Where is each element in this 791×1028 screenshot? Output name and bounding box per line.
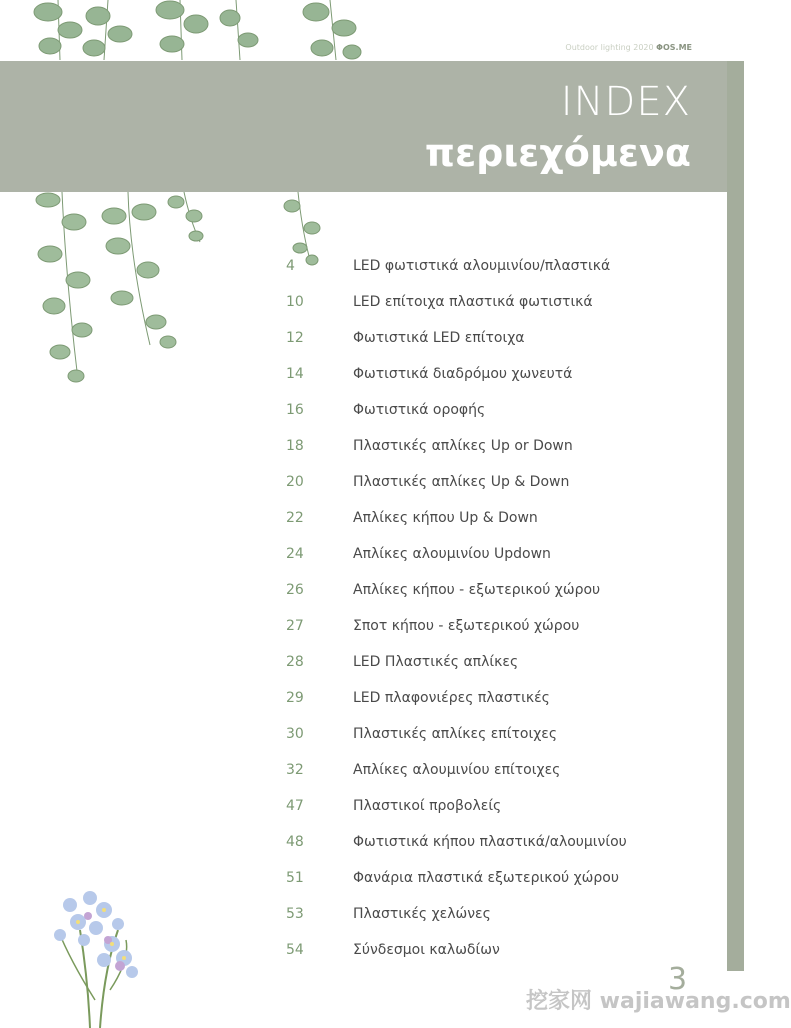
toc-label: Πλαστικές απλίκες Up or Down <box>353 438 573 454</box>
toc-row[interactable] <box>0 754 744 790</box>
toc-label: Φωτιστικά κήπου πλαστικά/αλουμινίου <box>353 834 627 850</box>
toc-label: Φωτιστικά LED επίτοιχα <box>353 330 525 346</box>
toc-label: Απλίκες αλουμινίου επίτοιχες <box>353 762 561 778</box>
toc-page-number: 4 <box>286 258 295 274</box>
toc-page-number: 51 <box>286 870 304 886</box>
toc-label: Πλαστικές απλίκες επίτοιχες <box>353 726 558 742</box>
toc-page-number: 14 <box>286 366 304 382</box>
toc-row[interactable] <box>0 790 744 826</box>
table-of-contents <box>0 250 744 970</box>
brand-logo: ΦOS.ME <box>656 43 692 52</box>
toc-page-number: 12 <box>286 330 304 346</box>
toc-label: Πλαστικές χελώνες <box>353 906 491 922</box>
toc-page-number: 30 <box>286 726 304 742</box>
toc-row[interactable] <box>0 574 744 610</box>
page-number: 3 <box>668 962 688 997</box>
index-subtitle: περιεχόμενα <box>424 131 691 175</box>
toc-page-number: 20 <box>286 474 304 490</box>
toc-page-number: 32 <box>286 762 304 778</box>
toc-label: Απλίκες αλουμινίου Updown <box>353 546 551 562</box>
toc-row[interactable] <box>0 682 744 718</box>
toc-row[interactable] <box>0 286 744 322</box>
toc-label: LED επίτοιχα πλαστικά φωτιστικά <box>353 294 593 310</box>
toc-row[interactable] <box>0 322 744 358</box>
toc-row[interactable] <box>0 826 744 862</box>
toc-label: Απλίκες κήπου - εξωτερικού χώρου <box>353 582 601 598</box>
toc-row[interactable] <box>0 430 744 466</box>
toc-page-number: 26 <box>286 582 304 598</box>
toc-label: Σποτ κήπου - εξωτερικού χώρου <box>353 618 580 634</box>
toc-row[interactable] <box>0 466 744 502</box>
toc-label: Φωτιστικά οροφής <box>353 402 486 418</box>
toc-page-number: 54 <box>286 942 304 958</box>
toc-label: Φανάρια πλαστικά εξωτερικού χώρου <box>353 870 619 886</box>
toc-label: Σύνδεσμοι καλωδίων <box>353 942 500 958</box>
catalog-header-note <box>565 43 692 52</box>
toc-page-number: 48 <box>286 834 304 850</box>
toc-page-number: 22 <box>286 510 304 526</box>
toc-label: Φωτιστικά διαδρόμου χωνευτά <box>353 366 573 382</box>
catalog-note: Outdoor lighting 2020 <box>565 43 654 52</box>
eucalyptus-top-icon <box>34 0 361 60</box>
toc-row[interactable] <box>0 898 744 934</box>
toc-row[interactable] <box>0 610 744 646</box>
toc-row[interactable] <box>0 394 744 430</box>
index-title: INDEX <box>560 79 691 125</box>
toc-label: LED πλαφονιέρες πλαστικές <box>353 690 550 706</box>
toc-row[interactable] <box>0 646 744 682</box>
toc-page-number: 16 <box>286 402 304 418</box>
toc-page-number: 18 <box>286 438 304 454</box>
toc-row[interactable] <box>0 502 744 538</box>
toc-row[interactable] <box>0 250 744 286</box>
toc-row[interactable] <box>0 718 744 754</box>
toc-row[interactable] <box>0 934 744 970</box>
toc-row[interactable] <box>0 538 744 574</box>
toc-page-number: 29 <box>286 690 304 706</box>
toc-page-number: 10 <box>286 294 304 310</box>
toc-label: LED φωτιστικά αλουμινίου/πλαστικά <box>353 258 611 274</box>
toc-page-number: 53 <box>286 906 304 922</box>
toc-page-number: 24 <box>286 546 304 562</box>
toc-page-number: 28 <box>286 654 304 670</box>
toc-label: Απλίκες κήπου Up & Down <box>353 510 538 526</box>
toc-label: Πλαστικές απλίκες Up & Down <box>353 474 570 490</box>
toc-page-number: 27 <box>286 618 304 634</box>
toc-label: LED Πλαστικές απλίκες <box>353 654 519 670</box>
toc-row[interactable] <box>0 358 744 394</box>
toc-page-number: 47 <box>286 798 304 814</box>
toc-label: Πλαστικοί προβολείς <box>353 798 502 814</box>
toc-row[interactable] <box>0 862 744 898</box>
watermark-text: 挖家网 wajiawang.com <box>526 989 791 1014</box>
